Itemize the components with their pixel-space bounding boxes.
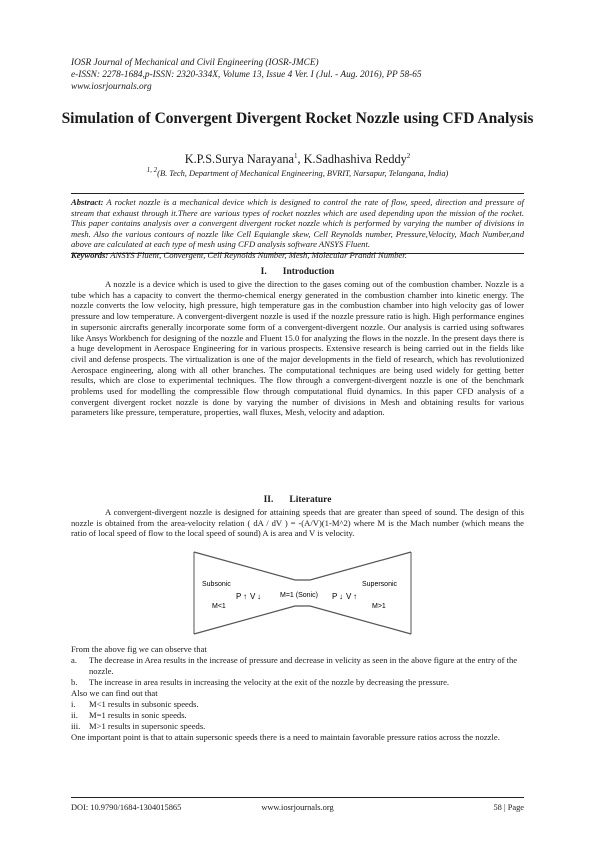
list-item <box>71 699 524 710</box>
affiliation-text: (B. Tech, Department of Mechanical Engineering, BVRIT, Narsapur, Telangana, India) <box>157 169 449 178</box>
right-v-up-arrow-icon: ↑ <box>353 592 357 601</box>
section-2-heading <box>71 495 524 505</box>
m-greater-than-1-label: M>1 <box>372 603 386 610</box>
introduction-text: A nozzle is a device which is used to give the direction to the gases coming out of the combustion chamber. Nozzle is a tube which has a capacity to convert the thermo-chemical energy generated in the combustion chamber into kinetic energy. The nozzle converts the low velocity, high pressure, high temperature gas in the combustion chamber into high velocity gas of lower pressure and low temperature. A convergent-divergent nozzle is used if the nozzle pressure ratio is high. High performance engines in supersonic aircrafts generally incorporate some form of a convergent-divergent nozzle. Our analysis is carried using softwares like Ansys Workbench for designing of the nozzle and Fluent 15.0 for analyzing the flows in the nozzle. In the present days there is a huge development in Aerospace Engineering for in various prospects. Extensive research is being carried out in the fields like civil and defense prospects. The virtualization is one of the major developments in the field of research, which has revolutionized Aerospace engineering, along with all other branches. The computational techniques are being used widely for getting better results, which are close to experimental techniques. The flow through a convergent-divergent nozzle is one of the benchmark problems used for modelling the compressible flow through computational fluid dynamics. In this paper CFD analysis of a convergent divergent rocket nozzle is done by varying the number of divisions in Mesh and obtaining results for various parameters like pressure, temperature, properties, wall fluxes, Mesh, velocity and adaption. <box>71 279 524 418</box>
section-1-heading <box>71 267 524 277</box>
affiliation <box>60 166 535 178</box>
abstract-text: A rocket nozzle is a mechanical device which is designed to control the rate of flow, speed, direction and pressure of stream that exhaust through it.There are various types of rocket nozzles which are used depending upon the mission of the rocket. This paper contains analysis over a convergent divergent rocket nozzle which is performed by varying the number of divisions in mesh. Also the various contours of nozzle like Cell Equiangle skew, Cell Reynolds number, Pressure,Velocity, Mach Number,and above are calculated at each type of mesh using CFD analysis software ANSYS Fluent. <box>71 197 524 250</box>
m-less-than-1-label: M<1 <box>212 603 226 610</box>
paper-title: Simulation of Convergent Divergent Rocket Nozzle using CFD Analysis <box>61 110 534 127</box>
introduction-paragraph <box>71 279 524 418</box>
abstract-bottom-rule <box>71 253 524 254</box>
section-1-title: Introduction <box>282 267 335 277</box>
author-line <box>60 152 535 167</box>
keywords-text: ANSYS Fluent, Convergent, Cell Reynolds Number, Mesh, Molecular Prandtl Number. <box>108 249 407 260</box>
footer-rule <box>71 797 524 798</box>
list-marker: i. <box>71 699 76 709</box>
right-v-label: V <box>346 592 352 601</box>
abstract-top-rule <box>71 193 524 194</box>
literature-paragraph <box>71 507 524 539</box>
issn-line: e-ISSN: 2278-1684,p-ISSN: 2320-334X, Volume 13, Issue 4 Ver. I (Jul. - Aug. 2016), PP 58-65 <box>71 70 422 80</box>
page-number: 58 | Page <box>493 803 524 812</box>
left-p-label: P <box>236 592 242 601</box>
list-marker: ii. <box>71 710 78 720</box>
author-1: K.P.S.Surya Narayana <box>184 152 294 166</box>
list-item <box>71 655 524 677</box>
journal-website: www.iosrjournals.org <box>71 82 152 92</box>
nozzle-outline-bottom <box>194 606 411 634</box>
abstract <box>71 197 524 261</box>
subsonic-label: Subsonic <box>202 581 231 588</box>
observation-intro: From the above fig we can observe that <box>71 644 207 654</box>
supersonic-label: Supersonic <box>362 581 398 588</box>
list-item <box>71 677 524 688</box>
author-2-sup: 2 <box>406 151 411 160</box>
author-1-sup: 1 <box>293 151 298 160</box>
section-2-number: II. <box>263 495 274 505</box>
list-text: M<1 results in subsonic speeds. <box>89 699 199 709</box>
left-v-down-arrow-icon: ↓ <box>257 592 261 601</box>
section-2-title: Literature <box>289 495 332 505</box>
closing-paragraph: One important point is that to attain supersonic speeds there is a need to maintain favorable pressure ratios across the nozzle. <box>71 732 500 742</box>
sonic-throat-label: M=1 (Sonic) <box>280 592 318 599</box>
left-v-label: V <box>250 592 256 601</box>
author-2: K.Sadhashiva Reddy <box>303 152 407 166</box>
keywords-label: Keywords: <box>71 249 109 260</box>
right-p-down-arrow-icon: ↓ <box>339 592 343 601</box>
nozzle-outline-top <box>194 552 411 580</box>
also-line: Also we can find out that <box>71 688 158 698</box>
list-text: The increase in area results in increasing the velocity at the exit of the nozzle by decreasing the pressure. <box>89 677 450 687</box>
journal-name: IOSR Journal of Mechanical and Civil Engineering (IOSR-JMCE) <box>71 58 319 68</box>
list-marker: a. <box>71 655 77 665</box>
footer-website: www.iosrjournals.org <box>261 803 334 812</box>
list-marker: b. <box>71 677 78 687</box>
literature-text: A convergent-divergent nozzle is designed for attaining speeds that are greater than speed of sound. The design of this nozzle is obtained from the area-velocity relation ( dA / dV ) = -(A/V)(1-M^2) where M is the Mach number (which means the ratio of local speed of flow to the local speed of sound) A is area and V is velocity. <box>71 507 524 539</box>
author-separator: , <box>297 152 304 166</box>
list-text: M=1 results in sonic speeds. <box>89 710 187 720</box>
affiliation-sup: 1, 2 <box>146 166 158 175</box>
left-p-up-arrow-icon: ↑ <box>243 592 247 601</box>
nozzle-diagram <box>190 548 415 638</box>
footer-doi: DOI: 10.9790/1684-1304015865 <box>71 803 182 812</box>
list-text: The decrease in Area results in the increase of pressure and decrease in velicity as seen in the above figure at the entry of the nozzle. <box>89 655 518 676</box>
list-text: M>1 results in supersonic speeds. <box>89 721 206 731</box>
list-marker: iii. <box>71 721 81 731</box>
list-item <box>71 721 524 732</box>
right-p-label: P <box>332 592 338 601</box>
section-1-number: I. <box>260 267 267 277</box>
abstract-label: Abstract: <box>71 197 104 207</box>
list-item <box>71 710 524 721</box>
